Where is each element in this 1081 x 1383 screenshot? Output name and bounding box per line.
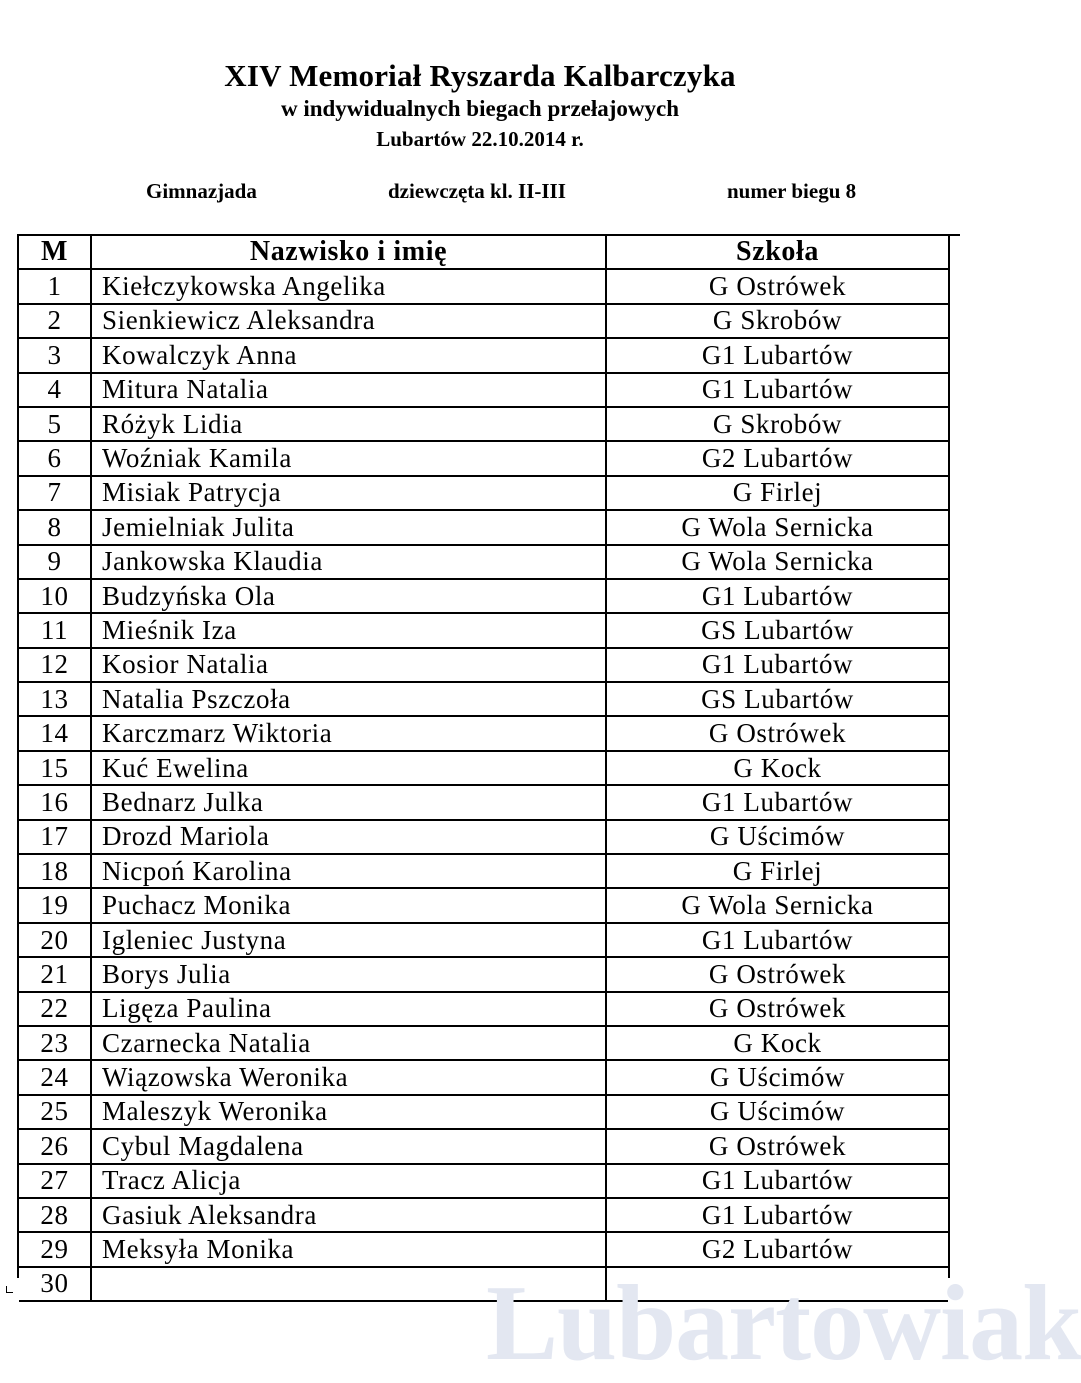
table-row: [19, 786, 948, 820]
position-cell: 16: [19, 786, 92, 818]
school-cell: G1 Lubartów: [701, 1199, 854, 1230]
position-cell: 13: [19, 683, 92, 715]
position-cell: 11: [19, 614, 92, 646]
name-cell: Mieśnik Iza: [92, 614, 607, 646]
name-cell: Igleniec Justyna: [92, 924, 607, 956]
school-cell: G Ostrówek: [708, 958, 847, 989]
position-cell: 29: [19, 1233, 92, 1265]
school-cell: G2 Lubartów: [701, 1234, 854, 1265]
school-cell: G Uścimów: [709, 821, 846, 852]
table-row: [19, 821, 948, 855]
name-cell: Wiązowska Weronika: [92, 1061, 607, 1093]
name-cell: Ligęza Paulina: [92, 993, 607, 1025]
table-row: [19, 924, 948, 958]
name-cell: Gasiuk Aleksandra: [92, 1199, 607, 1231]
table-row: [19, 1027, 948, 1061]
table-row: [19, 614, 948, 648]
position-cell: 3: [19, 339, 92, 371]
school-cell: G Firlej: [732, 855, 823, 886]
position-cell: 19: [19, 889, 92, 921]
document-subtitle: w indywidualnych biegach przełajowych: [280, 96, 680, 121]
table-row: [19, 993, 948, 1027]
name-cell: Jemielniak Julita: [92, 511, 607, 543]
school-cell: GS Lubartów: [701, 614, 854, 645]
position-cell: 12: [19, 649, 92, 681]
group-label: dziewczęta kl. II-III: [388, 179, 566, 203]
table-row: [19, 546, 948, 580]
position-cell: 26: [19, 1130, 92, 1162]
table-row: [19, 1130, 948, 1164]
name-cell: Sienkiewicz Aleksandra: [92, 305, 607, 337]
header-name: Nazwisko i imię: [92, 236, 607, 268]
position-cell: 17: [19, 821, 92, 853]
name-cell: Nicpoń Karolina: [92, 855, 607, 887]
corner-mark: [6, 1286, 13, 1293]
position-cell: 7: [19, 477, 92, 509]
name-cell: Misiak Patrycja: [92, 477, 607, 509]
table-row: [19, 339, 948, 373]
name-cell: Jankowska Klaudia: [92, 546, 607, 578]
name-cell: Budzyńska Ola: [92, 580, 607, 612]
table-row: [19, 1199, 948, 1233]
school-cell: G1 Lubartów: [701, 374, 854, 405]
table-row: [19, 683, 948, 717]
school-cell: G Skrobów: [712, 305, 843, 336]
table-row: [19, 270, 948, 304]
name-cell: Kosior Natalia: [92, 649, 607, 681]
name-cell: Bednarz Julka: [92, 786, 607, 818]
name-cell: Drozd Mariola: [92, 821, 607, 853]
table-row: [19, 1061, 948, 1095]
school-cell: G Ostrówek: [708, 1130, 847, 1161]
table-row: [19, 511, 948, 545]
school-cell: G Ostrówek: [708, 718, 847, 749]
school-cell: G Kock: [733, 752, 822, 783]
position-cell: 24: [19, 1061, 92, 1093]
position-cell: 25: [19, 1096, 92, 1128]
position-cell: 28: [19, 1199, 92, 1231]
name-cell: Woźniak Kamila: [92, 442, 607, 474]
name-cell: Cybul Magdalena: [92, 1130, 607, 1162]
position-cell: 22: [19, 993, 92, 1025]
position-cell: 2: [19, 305, 92, 337]
category-label: Gimnazjada: [146, 179, 257, 203]
table-row: [19, 374, 948, 408]
school-cell: G Wola Sernicka: [681, 890, 874, 921]
school-cell: G Wola Sernicka: [681, 546, 874, 577]
school-cell: G Kock: [733, 1027, 822, 1058]
name-cell: Meksyła Monika: [92, 1233, 607, 1265]
school-cell: G1 Lubartów: [701, 786, 854, 817]
position-cell: 30: [19, 1268, 92, 1300]
table-row: [19, 855, 948, 889]
table-row: [19, 1165, 948, 1199]
document-title: XIV Memoriał Ryszarda Kalbarczyka: [224, 58, 736, 93]
table-row: [19, 442, 948, 476]
position-cell: 9: [19, 546, 92, 578]
school-cell: G Wola Sernicka: [681, 511, 874, 542]
name-cell: Borys Julia: [92, 958, 607, 990]
name-cell: Kiełczykowska Angelika: [92, 270, 607, 302]
school-cell: G1 Lubartów: [701, 649, 854, 680]
name-cell: Kuć Ewelina: [92, 752, 607, 784]
table-header-row: [19, 236, 948, 270]
table-row: [19, 580, 948, 614]
table-row: [19, 1233, 948, 1267]
place-date: Lubartów 22.10.2014 r.: [376, 127, 584, 151]
table-row: [19, 305, 948, 339]
name-cell: Czarnecka Natalia: [92, 1027, 607, 1059]
school-cell: GS Lubartów: [701, 683, 854, 714]
school-cell: G1 Lubartów: [701, 339, 854, 370]
table-row: [19, 958, 948, 992]
school-cell: G Ostrówek: [708, 993, 847, 1024]
school-cell: G1 Lubartów: [701, 580, 854, 611]
position-cell: 21: [19, 958, 92, 990]
name-cell: Mitura Natalia: [92, 374, 607, 406]
position-cell: 4: [19, 374, 92, 406]
name-cell: Tracz Alicja: [92, 1165, 607, 1197]
race-number-label: numer biegu 8: [727, 179, 857, 203]
school-cell: G Ostrówek: [708, 271, 847, 302]
table-row: [19, 717, 948, 751]
name-cell: Natalia Pszczoła: [92, 683, 607, 715]
table-row: [19, 889, 948, 923]
school-cell: G1 Lubartów: [701, 1165, 854, 1196]
position-cell: 10: [19, 580, 92, 612]
school-cell: G2 Lubartów: [701, 443, 854, 474]
position-cell: 27: [19, 1165, 92, 1197]
name-cell: Puchacz Monika: [92, 889, 607, 921]
table-row: [19, 477, 948, 511]
position-cell: 15: [19, 752, 92, 784]
school-cell: G1 Lubartów: [701, 924, 854, 955]
position-cell: 20: [19, 924, 92, 956]
school-cell: G Uścimów: [709, 1096, 846, 1127]
position-cell: 14: [19, 717, 92, 749]
name-cell: Karczmarz Wiktoria: [92, 717, 607, 749]
position-cell: 1: [19, 270, 92, 302]
name-cell: Różyk Lidia: [92, 408, 607, 440]
position-cell: 23: [19, 1027, 92, 1059]
school-cell: G Uścimów: [709, 1062, 846, 1093]
name-cell: Kowalczyk Anna: [92, 339, 607, 371]
position-cell: 6: [19, 442, 92, 474]
header-position: M: [19, 236, 92, 268]
table-row: [19, 408, 948, 442]
school-cell: G Skrobów: [712, 408, 843, 439]
position-cell: 18: [19, 855, 92, 887]
position-cell: 8: [19, 511, 92, 543]
school-cell: G Firlej: [732, 477, 823, 508]
watermark-logo: Lubartowiak: [486, 1264, 1081, 1383]
header-school: Szkoła: [736, 236, 819, 268]
results-table: [17, 234, 950, 1299]
position-cell: 5: [19, 408, 92, 440]
table-row: [19, 1096, 948, 1130]
name-cell: Maleszyk Weronika: [92, 1096, 607, 1128]
table-row: [19, 649, 948, 683]
table-row: [19, 752, 948, 786]
